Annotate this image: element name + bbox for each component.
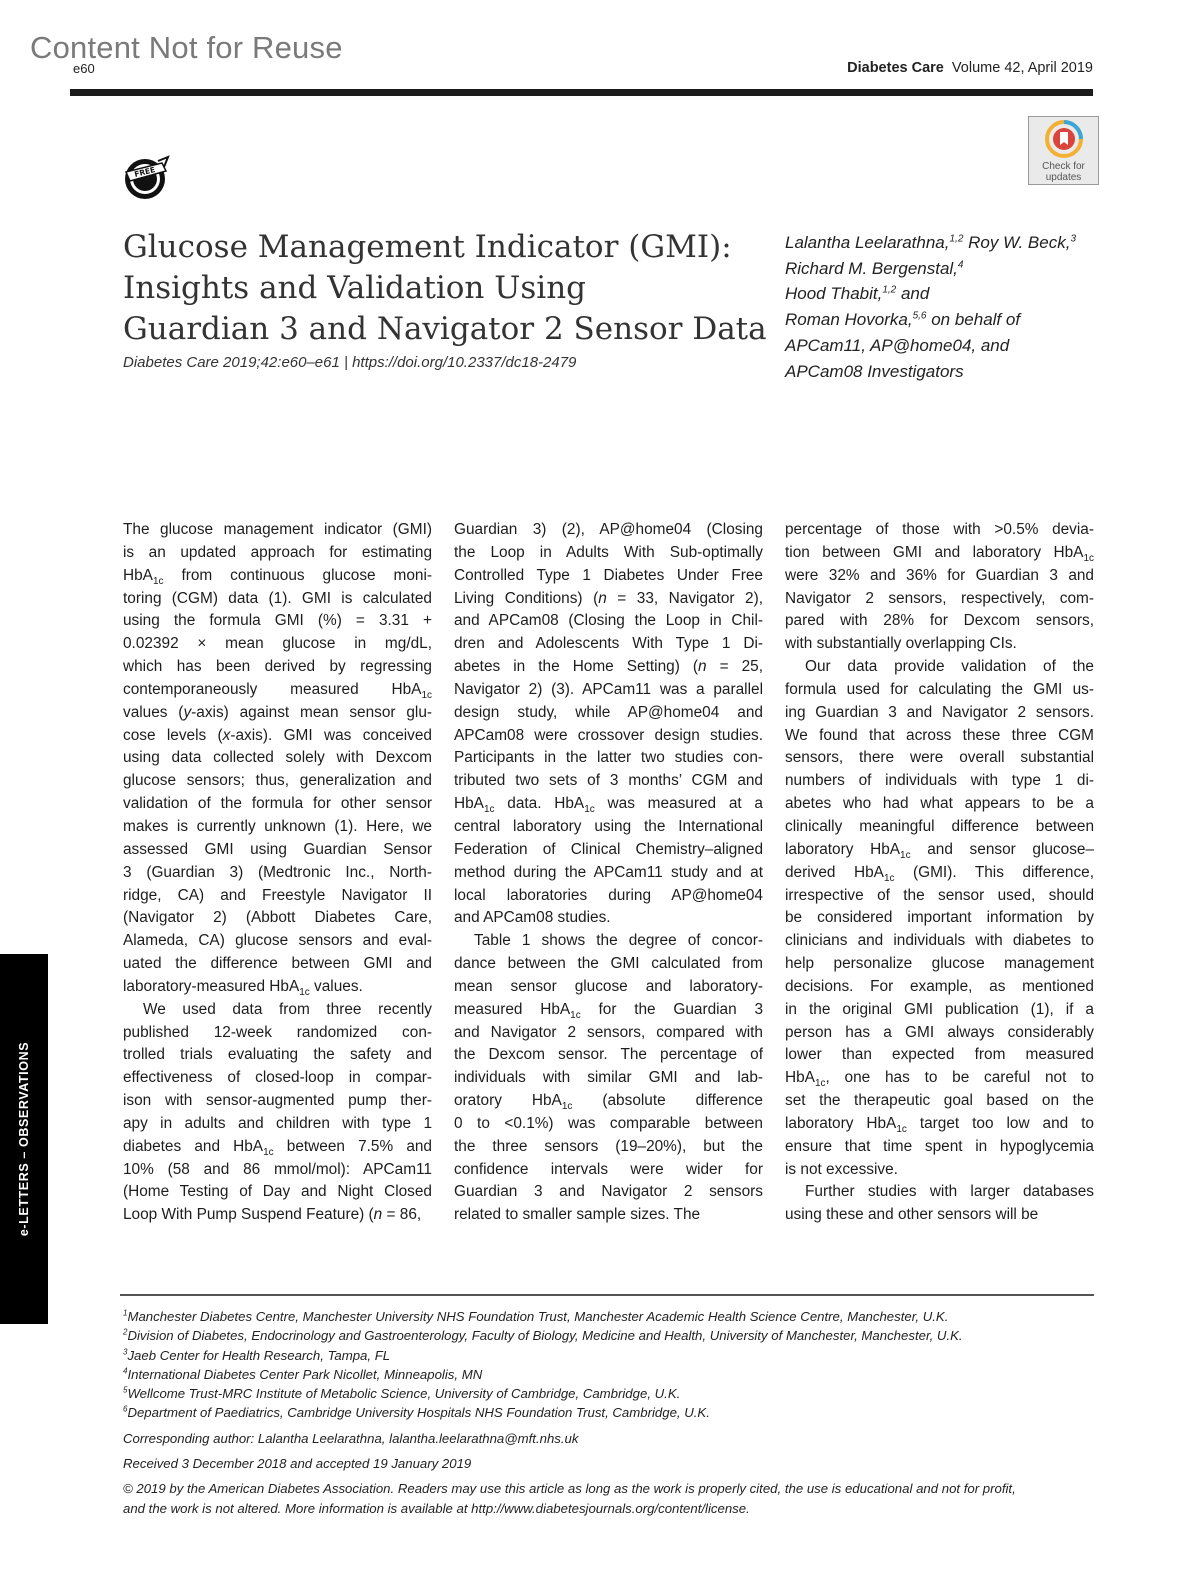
title-line: Guardian 3 and Navigator 2 Sensor Data (123, 311, 767, 347)
body-text-line: central laboratory using the International (454, 817, 763, 835)
body-text-line: mean sensor glucose and laboratory- (454, 977, 763, 995)
body-text-line: laboratory-measured HbA$_{1c}$ values. (123, 977, 363, 998)
body-text-line: decisions. For example, as mentioned (785, 977, 1094, 995)
body-text-line: Alameda, CA) glucose sensors and eval- (123, 932, 432, 950)
affiliation-item: $^4$International Diabetes Center Park Nicollet, Minneapolis, MN (123, 1366, 483, 1382)
body-text-line: in the original GMI publication (1), if a (785, 1000, 1094, 1018)
title-line: Glucose Management Indicator (GMI): (123, 229, 732, 265)
body-text-line: assessed GMI using Guardian Sensor (123, 840, 432, 858)
body-text-line: 0 to <0.1%) was comparable between (454, 1114, 763, 1132)
copyright-line: © 2019 by the American Diabetes Association. Readers may use this article as long as the work is properly cited, the use is educational and not for profit, (123, 1481, 1016, 1497)
footnote-rule (120, 1294, 1094, 1296)
body-text-line: using data collected solely with Dexcom (123, 749, 432, 767)
body-text-line: diabetes and HbA$_{1c}$ between 7.5% and (123, 1137, 432, 1158)
body-text-line: Living Conditions) (n = 33, Navigator 2), (454, 589, 763, 607)
check-updates-label: Check for updates (1042, 161, 1085, 183)
affiliation-item: $^3$Jaeb Center for Health Research, Tampa, FL (123, 1347, 391, 1363)
body-text-line: HbA$_{1c}$, one has to be careful not to (785, 1069, 1094, 1090)
body-text-line: tion between GMI and laboratory HbA$_{1c}$ (785, 543, 1094, 564)
body-text-line: confidence intervals were wider for (454, 1160, 763, 1178)
body-text-line: which has been derived by regressing (123, 658, 432, 676)
body-text-line: derived HbA$_{1c}$ (GMI). This difference, (785, 863, 1094, 884)
body-text-line: The glucose management indicator (GMI) (123, 521, 432, 538)
body-text-line: abetes who had what appears to be a (785, 795, 1094, 813)
body-text-line: published 12-week randomized con- (123, 1023, 432, 1041)
body-text-line: help personalize glucose management (785, 955, 1094, 973)
received-dates: Received 3 December 2018 and accepted 19 January 2019 (123, 1456, 472, 1472)
body-text-line: ison with sensor-augmented pump ther- (123, 1092, 432, 1110)
body-text-line: ing Guardian 3 and Navigator 2 sensors. (785, 703, 1094, 721)
watermark: Content Not for Reuse (30, 30, 343, 65)
body-text-line: lower than expected from measured (785, 1046, 1094, 1064)
body-column-1 (123, 519, 432, 1227)
body-text-line: validation of the formula for other sensor (123, 795, 432, 813)
body-text-line: using the formula GMI (%) = 3.31 + (123, 612, 432, 630)
body-text-line: glucose sensors; thus, generalization and (123, 772, 432, 790)
affiliation-item: $^5$Wellcome Trust-MRC Institute of Metabolic Science, University of Cambridge, Cambridge, U.K. (123, 1385, 681, 1402)
body-text-line: uated the difference between GMI and (123, 955, 432, 973)
body-text-line: and APCam08 studies. (454, 909, 611, 927)
body-text-line: method during the APCam11 study and at (454, 863, 763, 881)
body-text-line: (Navigator 2) (Abbott Diabetes Care, (123, 909, 432, 927)
body-text-line: is not excessive. (785, 1160, 898, 1178)
body-text-line: abetes in the Home Setting) (n = 25, (454, 658, 763, 676)
body-text-line: oratory HbA$_{1c}$ (absolute difference (454, 1092, 763, 1113)
body-text-line: clinically meaningful difference between (785, 817, 1094, 835)
body-text-line: HbA$_{1c}$ from continuous glucose moni- (123, 566, 432, 587)
check-for-updates-button[interactable] (1028, 116, 1099, 185)
page-number: e60 (73, 61, 95, 76)
body-text-line: Federation of Clinical Chemistry–aligned (454, 840, 763, 858)
body-text-line: dren and Adolescents With Type 1 Di- (454, 635, 763, 653)
body-text-line: and APCam08 (Closing the Loop in Chil- (454, 612, 763, 630)
body-text-line: with substantially overlapping CIs. (785, 635, 1017, 653)
body-text-line: apy in adults and children with type 1 (123, 1114, 432, 1132)
article-title (123, 227, 767, 350)
body-text-line: person has a GMI always considerably (785, 1023, 1094, 1041)
body-text-line: irrespective of the sensor used, should (785, 886, 1094, 904)
body-text-line: numbers of individuals with type 1 di- (785, 772, 1094, 790)
copyright-line: and the work is not altered. More information is available at http://www.diabetesjournals.org/content/license. (123, 1500, 750, 1516)
body-text-line: formula used for calculating the GMI us- (785, 680, 1094, 698)
footnotes (123, 1307, 1103, 1518)
body-text-line: dance between the GMI calculated from (454, 955, 763, 973)
body-text-line: ensure that time spent in hypoglycemia (785, 1137, 1094, 1155)
body-text-line: Controlled Type 1 Diabetes Under Free (454, 566, 763, 584)
body-text-line: laboratory HbA$_{1c}$ target too low and to (785, 1114, 1094, 1136)
body-text-line: were 32% and 36% for Guardian 3 and (785, 566, 1094, 584)
free-access-badge-icon (122, 155, 170, 201)
body-text-line: Participants in the latter two studies con- (454, 749, 763, 767)
body-text-line: cose levels (x-axis). GMI was conceived (123, 726, 432, 744)
article-citation[interactable]: Diabetes Care 2019;42:e60–e61 | https://doi.org/10.2337/dc18-2479 (123, 354, 577, 371)
body-text-line: Table 1 shows the degree of concor- (474, 932, 763, 950)
body-text-line: toring (CGM) data (1). GMI is calculated (123, 589, 432, 607)
body-text-line: Navigator 2) (3). APCam11 was a parallel (454, 680, 763, 698)
body-text-line: and Navigator 2 sensors, compared with (454, 1023, 763, 1041)
body-text-line: set the therapeutic goal based on the (785, 1092, 1094, 1110)
title-line: Insights and Validation Using (123, 270, 587, 306)
body-column-2 (454, 519, 763, 1227)
body-text-line: makes is currently unknown (1). Here, we (123, 817, 432, 835)
body-text-line: clinicians and individuals with diabetes to (785, 932, 1094, 950)
body-text-line: is an updated approach for estimating (123, 543, 432, 561)
body-text-line: Guardian 3 and Navigator 2 sensors (454, 1183, 763, 1201)
body-text-line: trolled trials evaluating the safety and (123, 1046, 432, 1064)
body-text-line: ridge, CA) and Freestyle Navigator II (123, 886, 432, 904)
author-list: Lalantha Leelarathna,$^{1,2}$ Roy W. Beck,$^3$ Richard M. Bergenstal,$^4$ Hood Thabit,$^{1,2}$ and Roman Hovorka,$^{5,6}$ on behalf of APCam11, AP@home04, and APCam08 Investigators (785, 233, 1077, 381)
corresponding-author: Corresponding author: Lalantha Leelarathna, lalantha.leelarathna@mft.nhs.uk (123, 1430, 579, 1446)
affiliation-item: $^1$Manchester Diabetes Centre, Manchester University NHS Foundation Trust, Manchester Academic Health Science Centre, Manchester, U.K. (123, 1308, 949, 1324)
body-text-line: HbA$_{1c}$ data. HbA$_{1c}$ was measured at a (454, 795, 763, 816)
body-column-3 (785, 519, 1094, 1227)
body-text-line: using these and other sensors will be (785, 1206, 1039, 1224)
body-text-line: the Dexcom sensor. The percentage of (454, 1046, 763, 1064)
body-text-line: Loop With Pump Suspend Feature) (n = 86, (123, 1206, 422, 1224)
body-text-line: values (y-axis) against mean sensor glu- (123, 703, 433, 721)
body-text-line: related to smaller sample sizes. The (454, 1206, 701, 1224)
body-text-line: the Loop in Adults With Sub-optimally (454, 543, 763, 561)
body-text-line: We found that across these three CGM (785, 726, 1094, 744)
section-side-tab-label: e-LETTERS – OBSERVATIONS (17, 1041, 31, 1237)
body-text-line: be considered important information by (785, 909, 1094, 927)
body-text-line: individuals with similar GMI and lab- (454, 1069, 763, 1087)
body-text-line: (Home Testing of Day and Night Closed (123, 1183, 432, 1201)
journal-issue: Volume 42, April 2019 (951, 60, 1093, 76)
body-text-line: APCam08 were crossover design studies. (454, 726, 763, 744)
body-text-line: percentage of those with >0.5% devia- (785, 521, 1094, 538)
body-text-line: Navigator 2 sensors, respectively, com- (785, 589, 1094, 607)
body-text-line: contemporaneously measured HbA$_{1c}$ (123, 680, 432, 701)
check-updates-icon (1029, 117, 1098, 161)
body-text-line: laboratory HbA$_{1c}$ and sensor glucose– (785, 840, 1095, 861)
free-badge-text: FREE (133, 165, 157, 179)
body-text-line: Our data provide validation of the (805, 658, 1094, 676)
affiliation-item: $^6$Department of Paediatrics, Cambridge University Hospitals NHS Foundation Trust, Cambridge, U.K. (123, 1405, 710, 1421)
header-rule (70, 89, 1093, 96)
body-text-line: 0.02392 × mean glucose in mg/dL, (123, 635, 432, 653)
body-text-line: Further studies with larger databases (805, 1183, 1094, 1201)
body-text-line: sensors, there were overall substantial (785, 749, 1094, 767)
body-text-line: 3 (Guardian 3) (Medtronic Inc., North- (123, 863, 432, 881)
body-text-line: We used data from three recently (143, 1000, 432, 1018)
body-text-line: the three sensors (19–20%), but the (454, 1137, 763, 1155)
body-text-line: pared with 28% for Dexcom sensors, (785, 612, 1094, 630)
body-text-line: 10% (58 and 86 mmol/mol): APCam11 (123, 1160, 432, 1178)
section-side-tab (0, 954, 48, 1324)
body-text-line: tributed two sets of 3 months’ CGM and (454, 772, 763, 790)
body-text-line: measured HbA$_{1c}$ for the Guardian 3 (454, 1000, 764, 1021)
journal-name: Diabetes Care (847, 60, 944, 76)
body-text-line: effectiveness of closed-loop in compar- (123, 1069, 432, 1087)
affiliation-item: $^2$Division of Diabetes, Endocrinology and Gastroenterology, Faculty of Biology, Medicine and Health, University of Manchester, Manchester, U.K. (123, 1327, 963, 1344)
body-text-line: design study, while AP@home04 and (454, 703, 763, 721)
journal-header (847, 60, 1093, 76)
body-text-line: local laboratories during AP@home04 (454, 886, 763, 904)
affiliation-list (123, 1307, 1103, 1423)
body-text-line: Guardian 3) (2), AP@home04 (Closing (454, 521, 763, 538)
